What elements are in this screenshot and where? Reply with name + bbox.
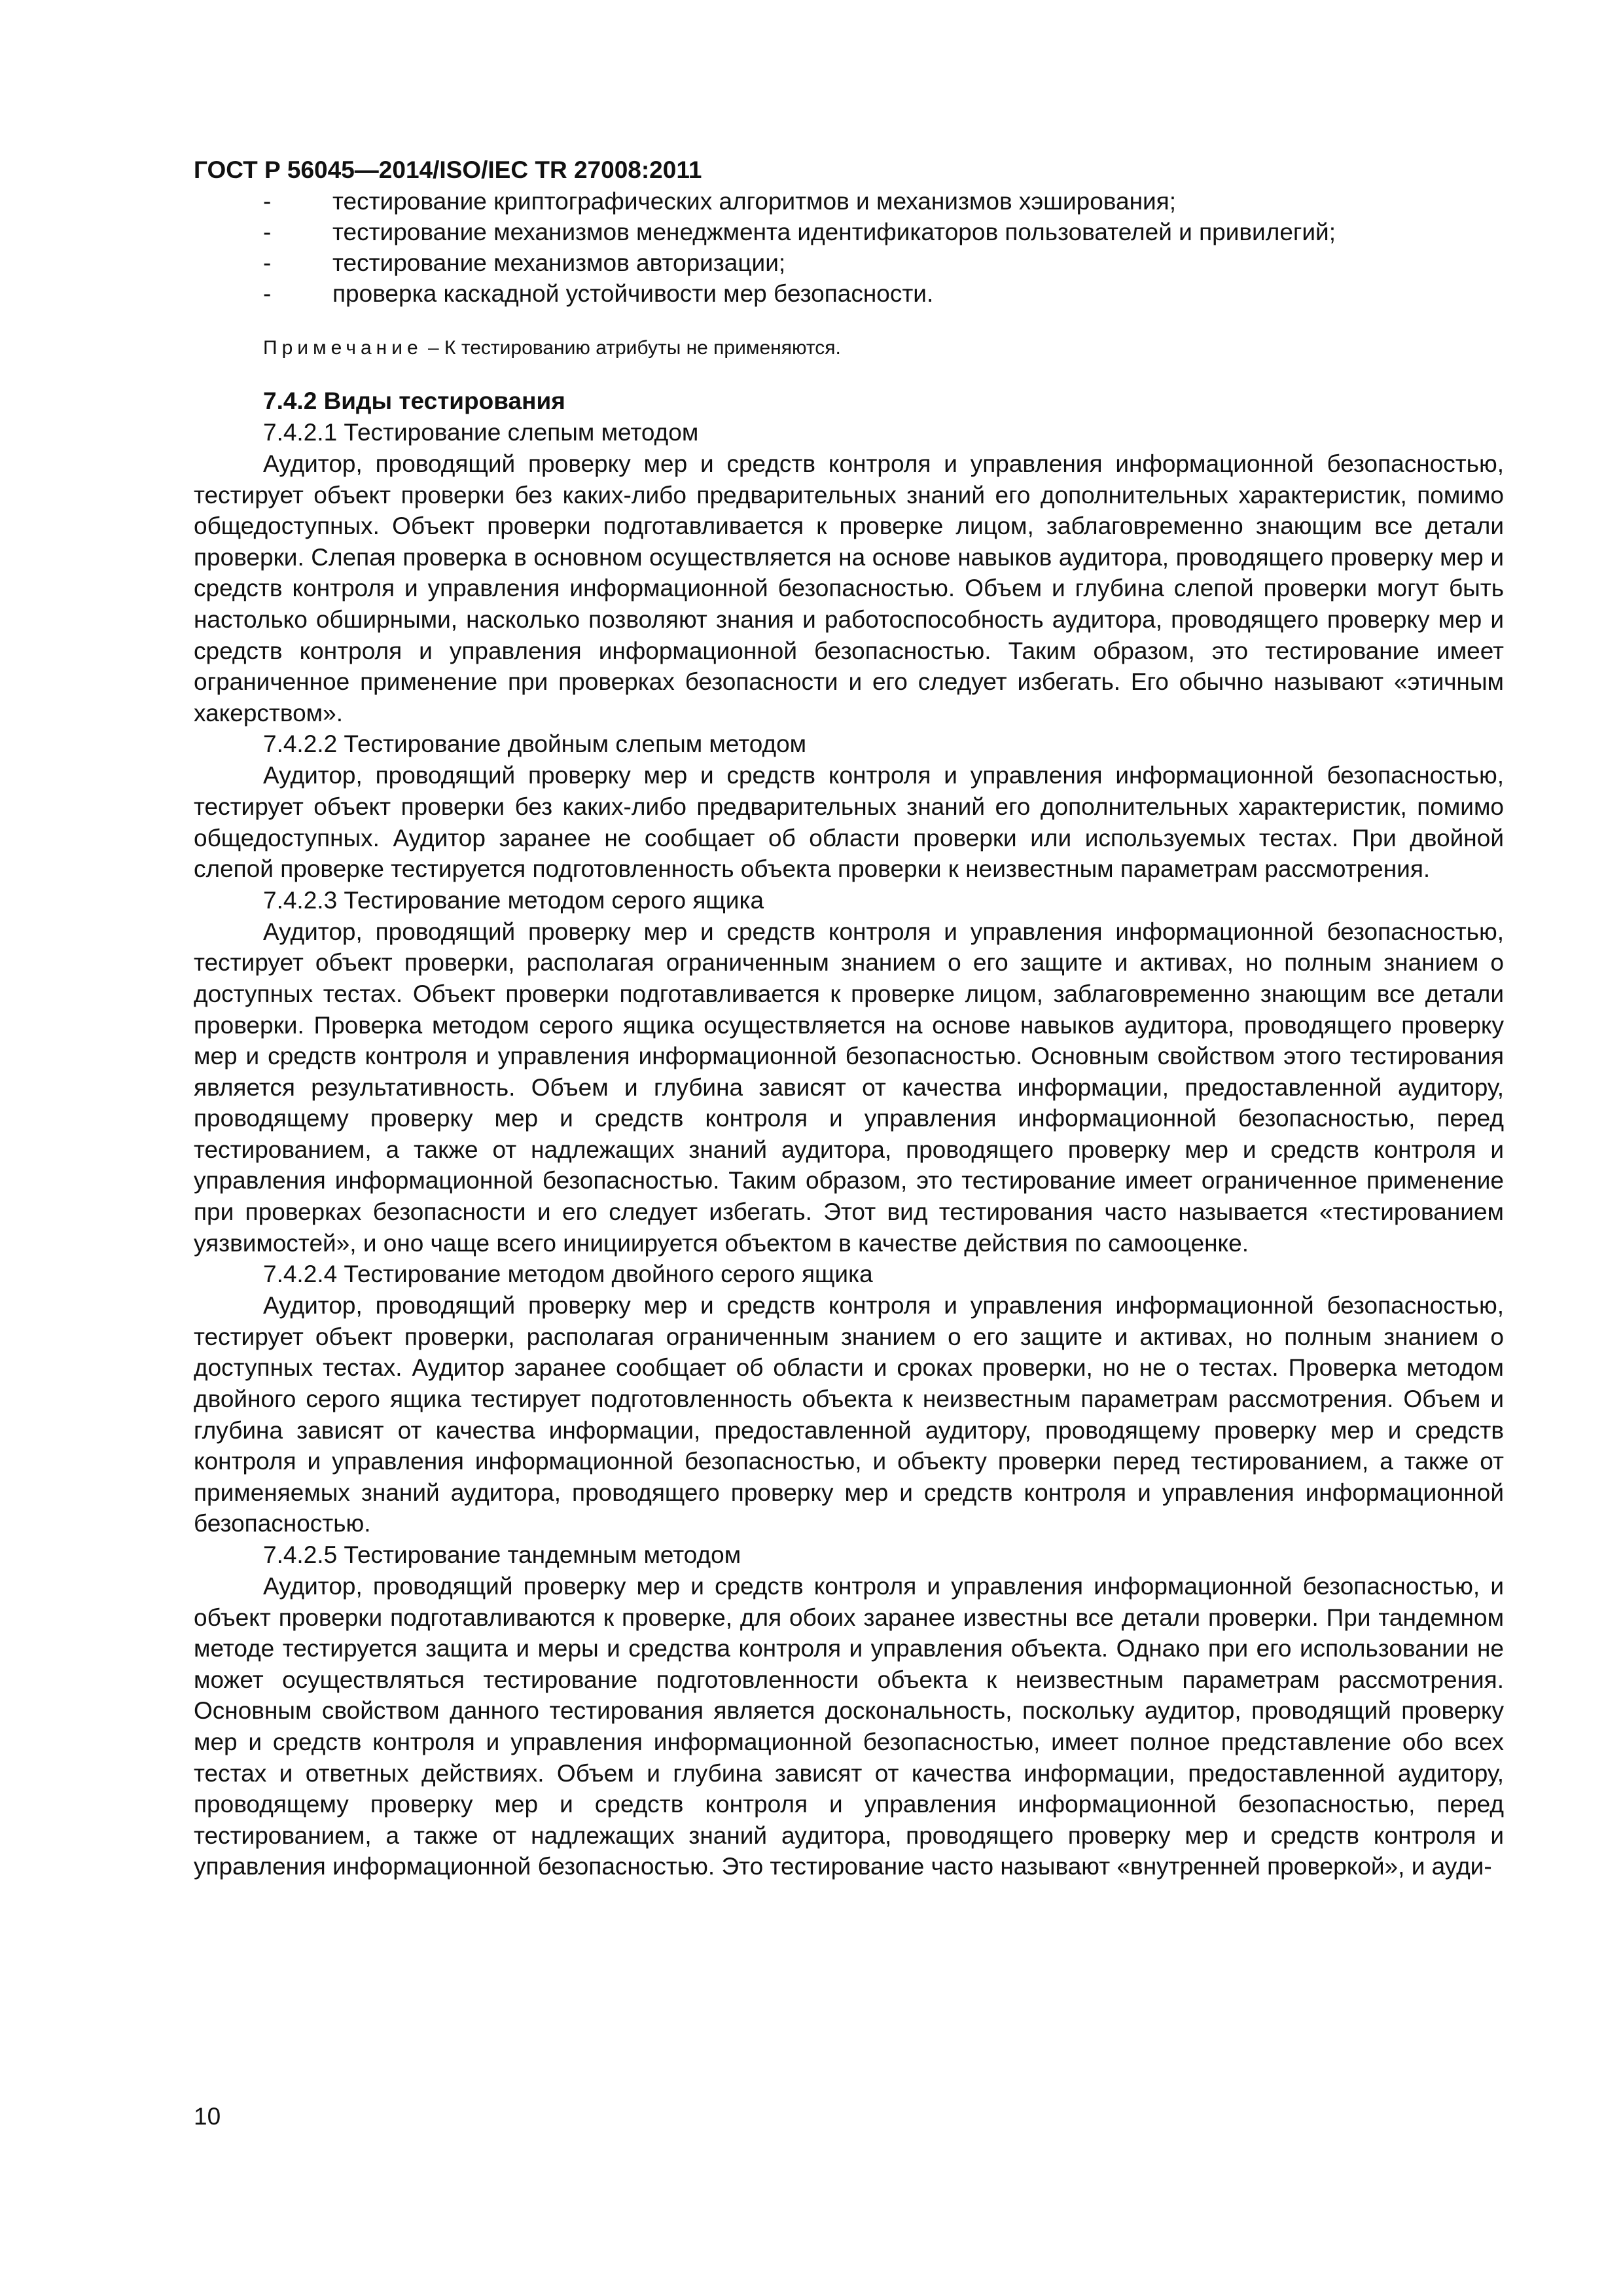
list-marker: - [263,188,272,215]
subsection-paragraph: Аудитор, проводящий проверку мер и средств контроля и управления информационной безопасностью, тестирует объект проверки без каких-либо предварительных знаний его дополнительных характеристик, помимо общедоступных. Объект проверки подготавливается к проверке лицом, заблаговременно знающим все детали проверки. Слепая проверка в основном осуществляется на основе навыков аудитора, проводящего проверку мер и средств контроля и управления информационной безопасностью. Объем и глубина слепой проверки могут быть настолько обширными, насколько позволяют знания и работоспособность аудитора, проводящего проверку мер и средств контроля и управления информационной безопасностью. Таким образом, это тестирование имеет ограниченное применение при проверках безопасности и его следует избегать. Его обычно называют «этичным хакерством». [194,450,1504,726]
subsection-paragraph: Аудитор, проводящий проверку мер и средств контроля и управления информационной безопасностью, и объект проверки подготавливаются к проверке, для обоих заранее известны все детали проверки. При тандемном методе тестируется защита и меры и средства контроля и управления объекта. Однако при его использовании не может осуществляться тестирование подготовленности объекта к неизвестным параметрам рассмотрения. Основным свойством данного тестирования является доскональность, поскольку аудитор, проводящий проверку мер и средств контроля и управления информационной безопасностью, имеет полное представление обо всех тестах и ответных действиях. Объем и глубина зависят от качества информации, предоставленной аудитору, проводящему проверку мер и средств контроля и управления информационной безопасностью, перед тестированием, а также от надлежащих знаний аудитора, проводящего проверку мер и средств контроля и управления информационной безопасностью. Это тестирование часто называют «внутренней проверкой», и ауди- [194,1573,1504,1880]
list-marker: - [263,219,272,245]
list-item: - тестирование механизмов менеджмента идентификаторов пользователей и привилегий; [194,217,1504,247]
subsection-title: 7.4.2.1 Тестирование слепым методом [263,419,699,446]
subsection-title: 7.4.2.2 Тестирование двойным слепым методом [263,730,807,758]
document-header: ГОСТ Р 56045—2014/ISO/IEC TR 27008:2011 [194,156,702,183]
note [263,335,1504,361]
subsection-paragraph: Аудитор, проводящий проверку мер и средств контроля и управления информационной безопасностью, тестирует объект проверки, располагая ограниченным знанием о его защите и активах, но полным знанием о доступных тестах. Аудитор заранее сообщает об области и сроках проверки, но не о тестах. Проверка методом двойного серого ящика тестирует подготовленность объекта к неизвестным параметрам рассмотрения. Объем и глубина зависят от качества информации, предоставленной аудитору, проводящему проверку мер и средств контроля и управления информационной безопасностью, и объекту проверки перед тестированием, а также от применяемых знаний аудитора, проводящего проверку мер и средств контроля и управления информационной безопасностью. [194,1292,1504,1537]
subsection-paragraph: Аудитор, проводящий проверку мер и средств контроля и управления информационной безопасностью, тестирует объект проверки, располагая ограниченным знанием о его защите и активах, но полным знанием о доступных тестах. Объект проверки подготавливается к проверке лицом, заблаговременно знающим все детали проверки. Проверка методом серого ящика осуществляется на основе навыков аудитора, проводящего проверку мер и средств контроля и управления информационной безопасностью. Основным свойством этого тестирования является результативность. Объем и глубина зависят от качества информации, предоставленной аудитору, проводящему проверку мер и средств контроля и управления информационной безопасностью, перед тестированием, а также от надлежащих знаний аудитора, проводящего проверку мер и средств контроля и управления информационной безопасностью. Таким образом, это тестирование имеет ограниченное применение при проверках безопасности и его следует избегать. Этот вид тестирования часто называется «тестированием уязвимостей», и оно чаще всего инициируется объектом в качестве действия по самооценке. [194,918,1504,1257]
document-page [194,154,1504,1882]
note-text: – К тестированию атрибуты не применяются. [422,337,841,359]
page-number: 10 [194,2103,221,2130]
subsection-title: 7.4.2.4 Тестирование методом двойного серого ящика [263,1261,873,1288]
section-title: 7.4.2 Виды тестирования [263,387,565,414]
subsection-paragraph: Аудитор, проводящий проверку мер и средств контроля и управления информационной безопасностью, тестирует объект проверки без каких-либо предварительных знаний его дополнительных характеристик, помимо общедоступных. Аудитор заранее не сообщает об области проверки или используемых тестах. При двойной слепой проверке тестируется подготовленность объекта проверки к неизвестным параметрам рассмотрения. [194,762,1504,883]
list-item: - тестирование криптографических алгоритмов и механизмов хэширования; [194,186,1504,217]
list-marker: - [263,280,272,307]
note-label: Примечание [263,337,423,359]
testing-list [194,186,1504,309]
list-marker: - [263,249,272,276]
subsection-title: 7.4.2.3 Тестирование методом серого ящика [263,886,764,914]
list-item: - проверка каскадной устойчивости мер безопасности. [194,278,1504,309]
list-item: - тестирование механизмов авторизации; [194,247,1504,278]
subsection-title: 7.4.2.5 Тестирование тандемным методом [263,1541,741,1568]
